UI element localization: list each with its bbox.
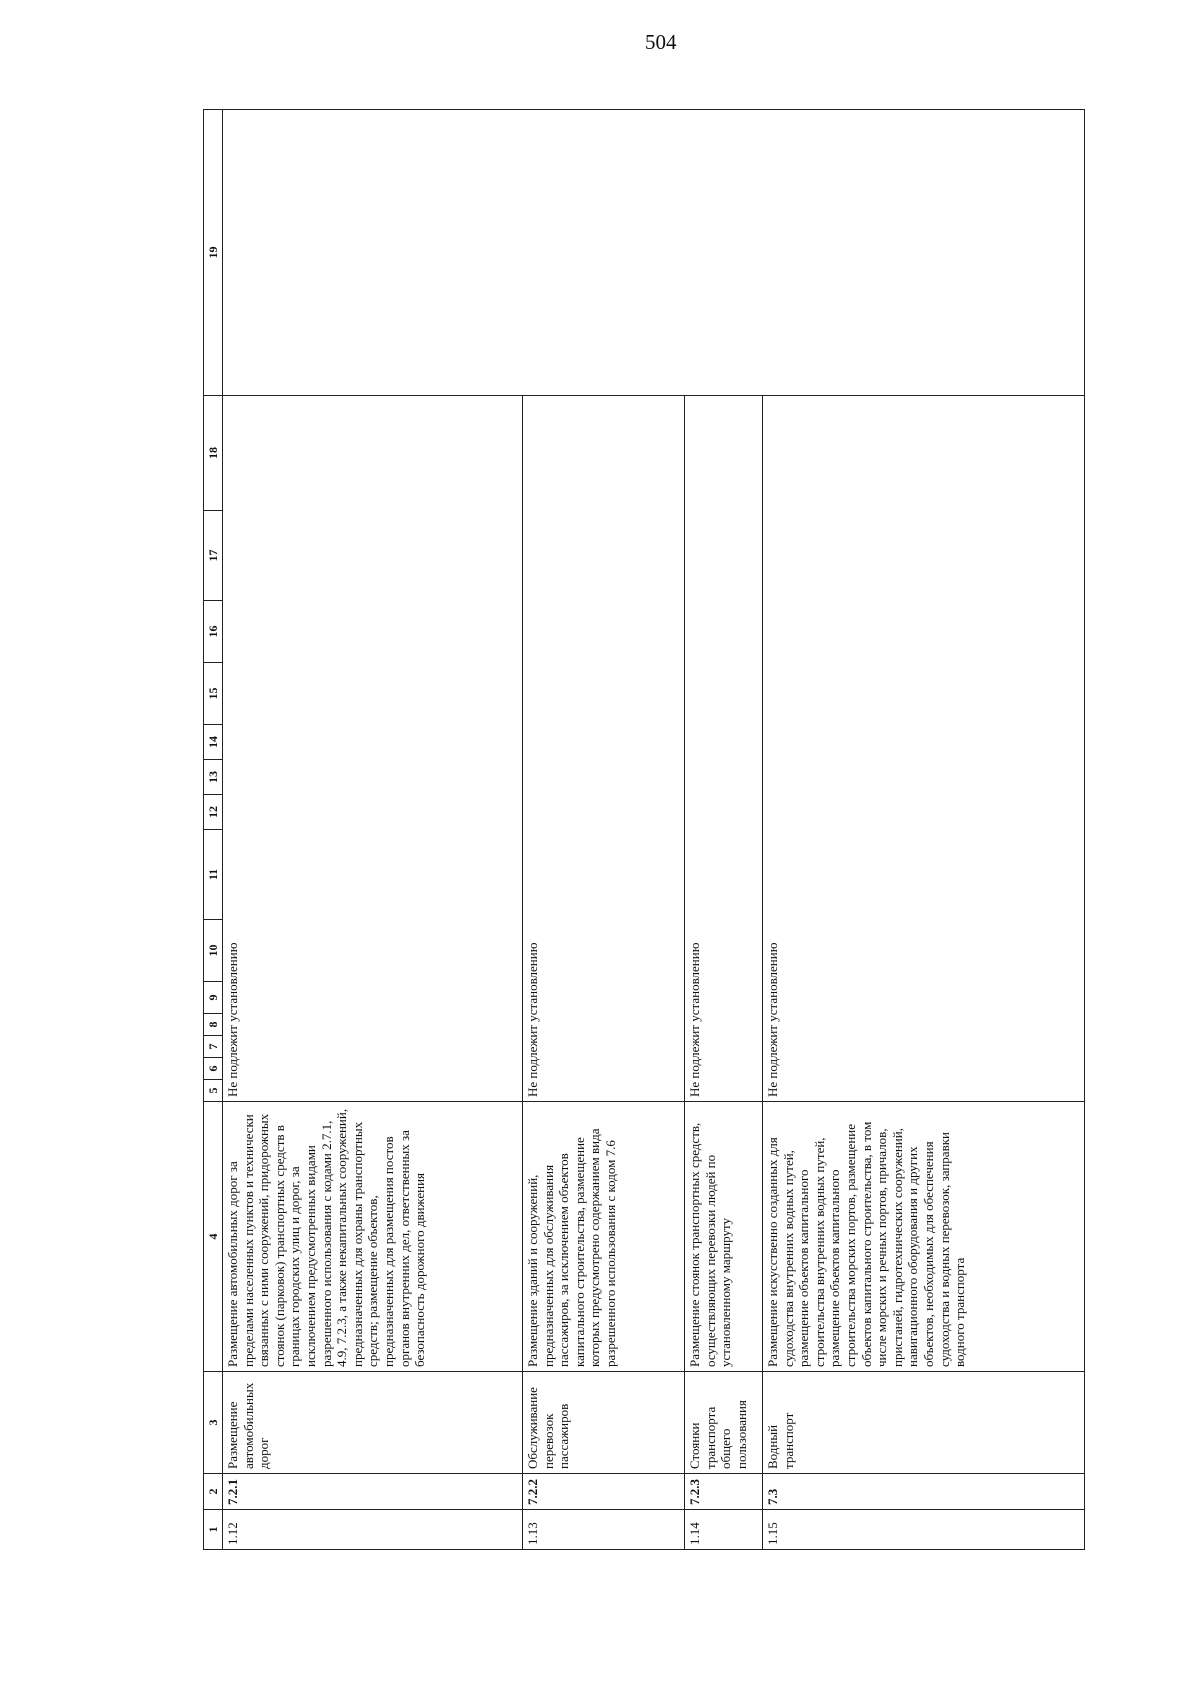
header-cell: 18 bbox=[204, 396, 223, 511]
use-description: Размещение автомобильных дорог за пределами населенных пунктов и технически связанных с ними сооружений, придорожных стоянок (парковок) транспортных средств в границах городских улиц и дорог, за исключением предусмотренных видами разрешенного использования с кодами 2.7.1, 4.9, 7.2.3, а также некапитальных сооружений, предназначенных для охраны транспортных средств; размещение объектов, предназначенных для размещения постов органов внутренних дел, ответственных за безопасность дорожного движения bbox=[223, 1102, 523, 1372]
header-cell: 14 bbox=[204, 725, 223, 760]
header-cell: 6 bbox=[204, 1058, 223, 1080]
limits-status: Не подлежит установлению bbox=[763, 396, 1085, 1102]
header-cell: 5 bbox=[204, 1080, 223, 1102]
use-description: Размещение искусственно созданных для судоходства внутренних водных путей, размещение объектов капитального строительства внутренних водных путей, размещение объектов капитального строительства морских портов, размещение объектов капитального строительства, в том числе морских и речных портов, причалов, пристаней, гидротехнических сооружений, навигационного оборудования и других объектов, необходимых для обеспечения судоходства и водных перевозок, заправки водного транспорта bbox=[763, 1102, 1085, 1372]
header-cell: 17 bbox=[204, 511, 223, 601]
row-number: 1.12 bbox=[223, 1510, 523, 1550]
header-cell: 12 bbox=[204, 795, 223, 830]
table-row bbox=[223, 110, 523, 1550]
header-row bbox=[204, 110, 223, 1550]
use-code: 7.2.1 bbox=[223, 1474, 523, 1510]
use-code: 7.2.3 bbox=[685, 1474, 763, 1510]
row-number: 1.14 bbox=[685, 1510, 763, 1550]
header-cell: 3 bbox=[204, 1372, 223, 1474]
use-description: Размещение зданий и сооружений, предназначенных для обслуживания пассажиров, за исключением объектов капитального строительства, размещение которых предусмотрено содержанием вида разрешенного использования с кодом 7.6 bbox=[523, 1102, 685, 1372]
use-code: 7.2.2 bbox=[523, 1474, 685, 1510]
header-cell: 13 bbox=[204, 760, 223, 795]
header-cell: 15 bbox=[204, 663, 223, 725]
header-cell: 1 bbox=[204, 1510, 223, 1550]
header-cell: 16 bbox=[204, 601, 223, 663]
rotated-table-container bbox=[203, 110, 1083, 1550]
header-cell: 19 bbox=[204, 110, 223, 396]
column-19-cell bbox=[223, 110, 1085, 396]
use-name: Обслуживание перевозок пассажиров bbox=[523, 1372, 685, 1474]
use-name: Стоянки транспорта общего пользования bbox=[685, 1372, 763, 1474]
row-number: 1.15 bbox=[763, 1510, 1085, 1550]
header-cell: 2 bbox=[204, 1474, 223, 1510]
limits-status: Не подлежит установлению bbox=[685, 396, 763, 1102]
header-cell: 10 bbox=[204, 920, 223, 982]
use-code: 7.3 bbox=[763, 1474, 1085, 1510]
header-cell: 8 bbox=[204, 1014, 223, 1036]
use-name: Размещение автомобильных дорог bbox=[223, 1372, 523, 1474]
header-cell: 9 bbox=[204, 982, 223, 1014]
header-cell: 4 bbox=[204, 1102, 223, 1372]
use-description: Размещение стоянок транспортных средств, осуществляющих перевозки людей по установленному маршруту bbox=[685, 1102, 763, 1372]
use-name: Водный транспорт bbox=[763, 1372, 1085, 1474]
page-number: 504 bbox=[645, 30, 677, 54]
limits-status: Не подлежит установлению bbox=[223, 396, 523, 1102]
permitted-use-table bbox=[203, 109, 1085, 1550]
row-number: 1.13 bbox=[523, 1510, 685, 1550]
limits-status: Не подлежит установлению bbox=[523, 396, 685, 1102]
header-cell: 11 bbox=[204, 830, 223, 920]
header-cell: 7 bbox=[204, 1036, 223, 1058]
